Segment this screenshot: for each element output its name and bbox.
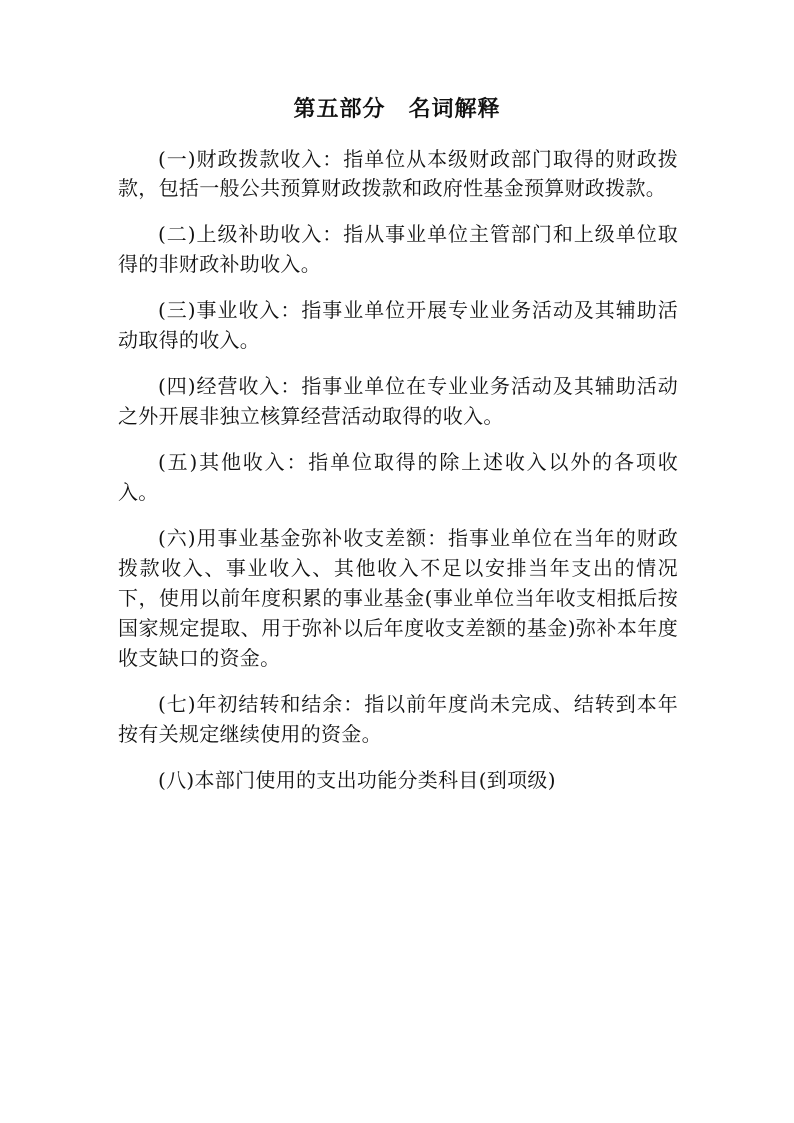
paragraph-fiscal-appropriation-income: (一)财政拨款收入：指单位从本级财政部门取得的财政拨款，包括一般公共预算财政拨款和政府性基金预算财政拨款。	[118, 147, 678, 200]
paragraph-business-income: (三)事业收入：指事业单位开展专业业务活动及其辅助活动取得的收入。	[118, 298, 678, 352]
paragraph-other-income: (五)其他收入：指单位取得的除上述收入以外的各项收入。	[118, 450, 678, 504]
paragraph-operating-income: (四)经营收入：指事业单位在专业业务活动及其辅助活动之外开展非独立核算经营活动取得的收入。	[118, 374, 678, 428]
paragraph-superior-subsidy-income: (二)上级补助收入：指从事业单位主管部门和上级单位取得的非财政补助收入。	[118, 222, 678, 276]
paragraph-carryover-balance: (七)年初结转和结余：指以前年度尚未完成、结转到本年按有关规定继续使用的资金。	[118, 692, 678, 746]
page-title: 第五部分 名词解释	[293, 96, 501, 122]
document-body	[118, 145, 678, 811]
paragraph-expenditure-classification: (八)本部门使用的支出功能分类科目(到项级)	[158, 768, 556, 792]
paragraph-business-fund-usage: (六)用事业基金弥补收支差额：指事业单位在当年的财政拨款收入、事业收入、其他收入不足以安排当年支出的情况下，使用以前年度积累的事业基金(事业单位当年收支相抵后按国家规定提取、用于弥补以后年度收支差额的基金)弥补本年度收支缺口的资金。	[118, 526, 678, 670]
